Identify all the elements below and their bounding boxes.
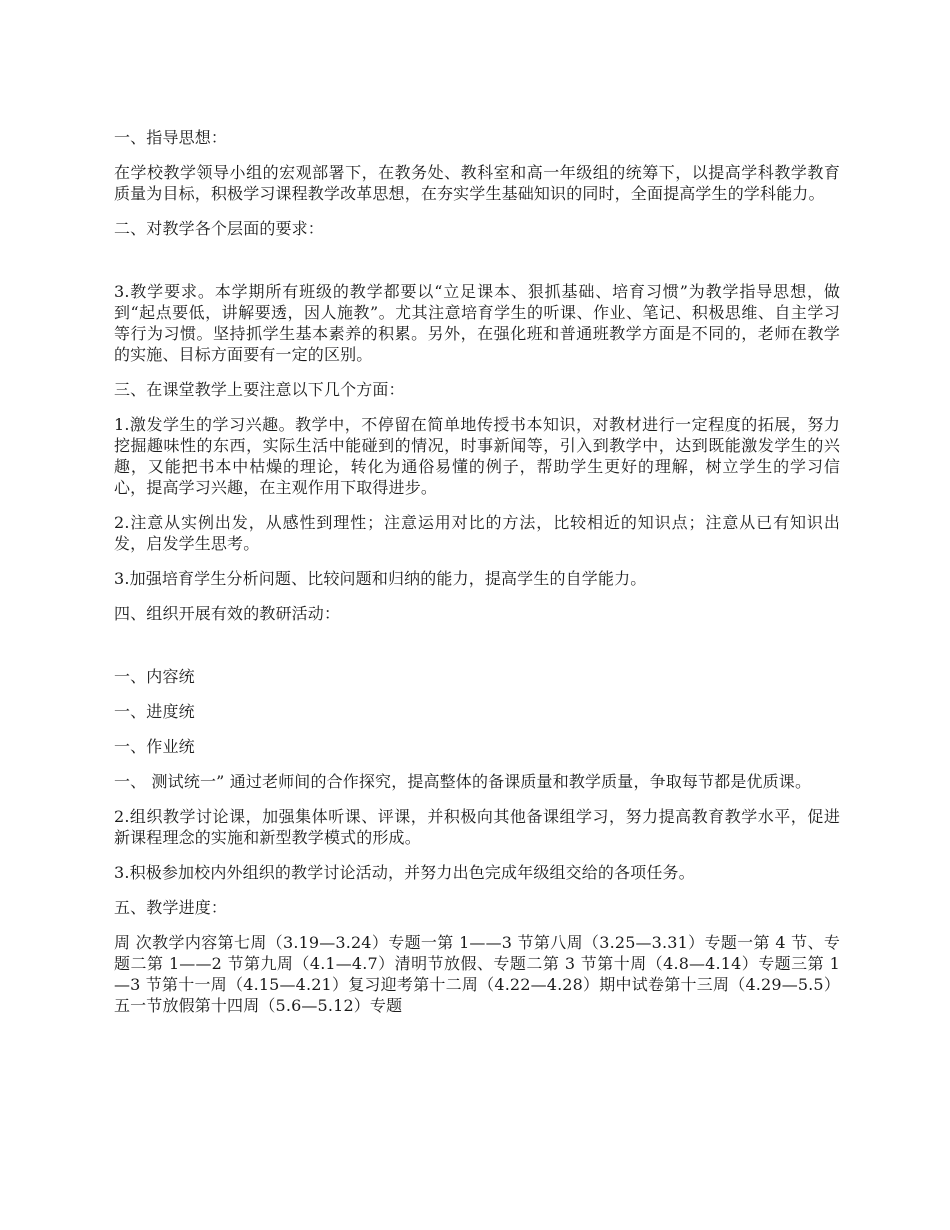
heading-teaching-schedule: 五、教学进度： [114,898,228,917]
blank-space [114,253,840,281]
paragraph-classroom-1: 1.激发学生的学习兴趣。教学中，不停留在简单地传授书本知识，对教材进行一定程度的拓展，努力挖掘趣味性的东西，实际生活中能碰到的情况，时事新闻等，引入到教学中，达到既能激发学生的兴趣，又能把书本中枯燥的理论，转化为通俗易懂的例子，帮助学生更好的理解，树立学生的学习信心，提高学习兴趣，在主观作用下取得进步。 [114,415,840,497]
heading-classroom-teaching: 三、在课堂教学上要注意以下几个方面： [114,380,405,399]
paragraph-teaching-requirement-3: 3.教学要求。本学期所有班级的教学都要以“立足课本、狠抓基础、培育习惯”为教学指导思想，做到“起点要低，讲解要透，因人施教”。尤其注意培育学生的听课、作业、笔记、积极思维、自主学习等行为习惯。坚持抓学生基本素养的积累。另外，在强化班和普通班教学方面是不同的，老师在教学的实施、目标方面要有一定的区别。 [114,282,840,364]
list-item-homework-unified: 一、作业统 [114,737,195,756]
paragraph-research-2: 2.组织教学讨论课，加强集体听课、评课，并积极向其他备课组学习，努力提高教育教学水平，促进新课程理念的实施和新型教学模式的形成。 [114,807,840,847]
heading-teaching-requirements: 二、对教学各个层面的要求： [114,219,324,238]
document-body [114,127,840,1030]
list-item-content-unified: 一、内容统 [114,667,195,686]
paragraph-classroom-2: 2.注意从实例出发，从感性到理性；注意运用对比的方法，比较相近的知识点；注意从已有知识出发，启发学生思考。 [114,513,840,553]
blank-space [114,638,840,666]
paragraph-classroom-3: 3.加强培育学生分析问题、比较问题和归纳的能力，提高学生的自学能力。 [114,569,647,588]
heading-research-activities: 四、组织开展有效的教研活动： [114,604,341,623]
paragraph-teaching-schedule: 周 次教学内容第七周（3.19—3.24）专题一第 1——3 节第八周（3.25—3.31）专题一第 4 节、专题二第 1——2 节第九周（4.1—4.7）清明节放假、专题二第 3 节第十周（4.8—4.14）专题三第 1—3 节第十一周（4.15—4.21）复习迎考第十二周（4.22—4.28）期中试卷第十三周（4.29—5.5）五一节放假第十四周（5.6—5.12）专题 [114,933,840,1015]
paragraph-research-3: 3.积极参加校内外组织的教学讨论活动，并努力出色完成年级组交给的各项任务。 [114,863,695,882]
list-item-progress-unified: 一、进度统 [114,702,195,721]
list-item-test-unified: 一、 测试统一” 通过老师间的合作探究，提高整体的备课质量和教学质量，争取每节都是优质课。 [114,772,812,791]
heading-guiding-thought: 一、指导思想： [114,128,228,147]
paragraph-guiding-thought: 在学校教学领导小组的宏观部署下，在教务处、教科室和高一年级组的统筹下，以提高学科教学教育质量为目标，积极学习课程教学改革思想，在夯实学生基础知识的同时，全面提高学生的学科能力。 [114,163,840,203]
